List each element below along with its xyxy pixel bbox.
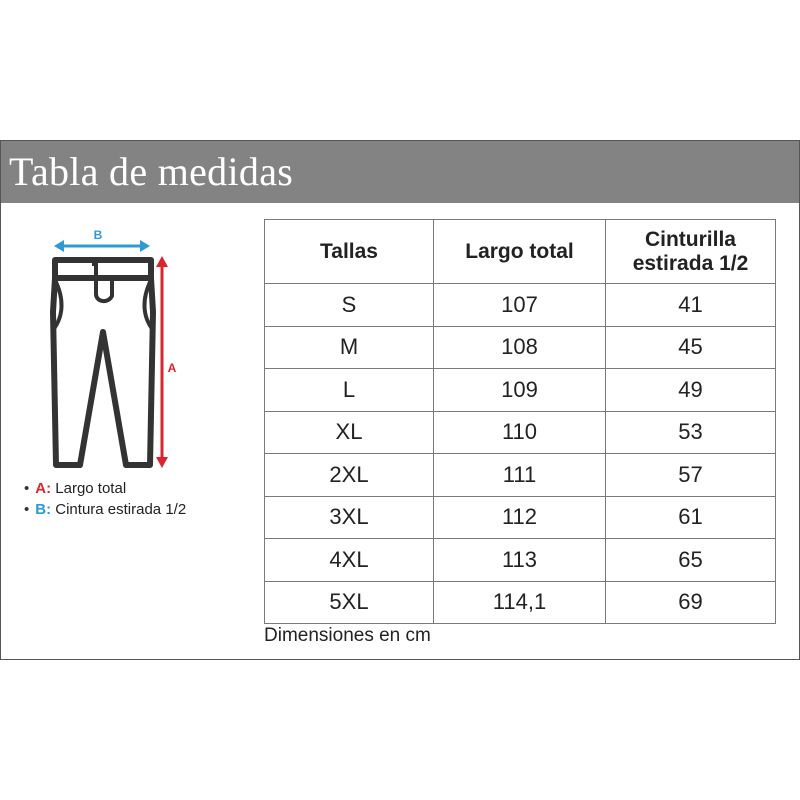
cell-size: 2XL	[265, 454, 434, 497]
table-row	[265, 284, 776, 327]
cell-waist: 57	[606, 454, 776, 497]
cell-length: 113	[434, 539, 606, 582]
cell-waist: 53	[606, 411, 776, 454]
pants-icon	[40, 222, 190, 474]
length-arrow-a	[156, 256, 177, 468]
label-b: B	[93, 228, 103, 242]
pants-outline	[53, 260, 153, 465]
cell-waist: 41	[606, 284, 776, 327]
legend-item-a	[24, 478, 186, 499]
cell-size: S	[265, 284, 434, 327]
cell-length: 112	[434, 496, 606, 539]
label-a: A	[167, 361, 177, 375]
legend-key-b: B:	[35, 501, 52, 518]
column-header-waist	[606, 220, 776, 284]
cell-length: 114,1	[434, 581, 606, 624]
table-row	[265, 369, 776, 412]
bullet-icon: •	[24, 501, 30, 518]
cell-waist: 45	[606, 326, 776, 369]
cell-waist: 65	[606, 539, 776, 582]
table-row	[265, 326, 776, 369]
width-arrow-b	[54, 228, 150, 252]
table-row	[265, 539, 776, 582]
legend	[24, 478, 186, 520]
cell-length: 108	[434, 326, 606, 369]
cell-waist: 49	[606, 369, 776, 412]
column-header-size: Tallas	[265, 220, 434, 284]
cell-waist: 69	[606, 581, 776, 624]
legend-text-a: Largo total	[55, 480, 127, 497]
column-header-length: Largo total	[434, 220, 606, 284]
size-table	[264, 219, 776, 624]
page-title: Tabla de medidas	[9, 149, 294, 194]
title-bar	[1, 141, 799, 203]
legend-item-b	[24, 499, 186, 520]
cell-length: 111	[434, 454, 606, 497]
table-row	[265, 581, 776, 624]
cell-length: 110	[434, 411, 606, 454]
cell-size: M	[265, 326, 434, 369]
table-row	[265, 496, 776, 539]
legend-text-b: Cintura estirada 1/2	[55, 501, 187, 518]
table-header-row	[265, 220, 776, 284]
table-row	[265, 411, 776, 454]
cell-length: 109	[434, 369, 606, 412]
cell-size: 3XL	[265, 496, 434, 539]
column-header-waist-text: Cinturilla estirada 1/2	[632, 227, 749, 275]
bullet-icon: •	[24, 480, 30, 497]
legend-key-a: A:	[35, 480, 52, 497]
cell-size: XL	[265, 411, 434, 454]
units-note: Dimensiones en cm	[264, 625, 431, 646]
cell-size: 5XL	[265, 581, 434, 624]
cell-waist: 61	[606, 496, 776, 539]
table-row	[265, 454, 776, 497]
cell-size: L	[265, 369, 434, 412]
cell-length: 107	[434, 284, 606, 327]
cell-size: 4XL	[265, 539, 434, 582]
